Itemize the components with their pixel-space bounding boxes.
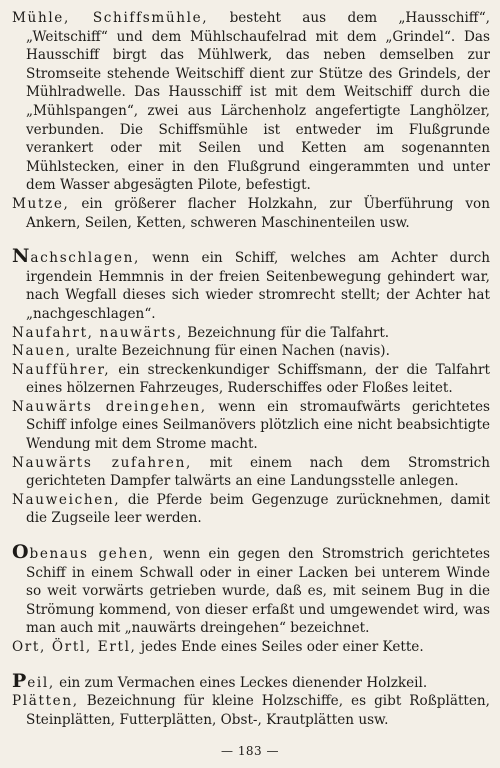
entry-ort [12,638,490,657]
entry-term: Mutze, [12,195,70,212]
entry-mutze [12,195,490,232]
entry-term: achschlagen, [30,250,141,267]
entry-term: eil, [27,674,55,691]
entry-term: Ort, Örtl, Ertl, [12,639,137,655]
entry-text: mit einem nach dem Stromstrich gerichteten Dampfer talwärts an eine Landungsstelle anlegen. [26,454,490,490]
entry-text: ein größerer flacher Holzkahn, zur Überführung von Ankern, Seilen, Ketten, schweren Maschinenteilen usw. [26,195,490,231]
entry-text: wenn ein gegen den Stromstrich gerichtetes Schiff in einem Schwall oder in einer Lacken bei unterem Winde so weit vorwärts getrieben wurde, daß es, mit seinem Bug in die Strömung kommend, von dieser erfaßt und umgewendet wird, was man auch mit „nauwärts dreingehen“ bezeichnet. [26,546,490,637]
entry-muehle [12,9,490,195]
entry-nachschlagen [12,247,490,323]
section-spacer [12,657,490,672]
entry-term: benaus gehen, [29,546,155,563]
entry-peil [12,669,490,693]
section-spacer [12,528,490,543]
entry-text: jedes Ende eines Seiles oder einer Kette. [136,639,424,655]
entry-text: wenn ein stromaufwärts gerichtetes Schiff infolge eines Seilmanövers plötzlich eine nicht beabsichtigte Wendung mit dem Strome macht. [26,398,490,453]
entry-term: Mühle, Schiffsmühle, [12,10,209,26]
dictionary-page [12,9,490,729]
section-initial: O [12,541,30,564]
entry-nauweichen [12,491,490,528]
section-initial: N [12,245,31,268]
entry-naufahrt [12,324,490,343]
entry-term: Nauwärts dreingehen, [12,398,207,415]
entry-text: uralte Bezeichnung für einen Nachen (navis). [71,343,390,360]
section-initial: P [12,669,28,692]
entry-text: Bezeichnung für die Talfahrt. [182,324,390,341]
section-spacer [12,232,490,247]
entry-text: besteht aus dem „Hausschiff“, „Weitschiff“ und dem Mühlschaufelrad mit dem „Grindel“. Das Hausschiff birgt das Mühlwerk, das neben demselben zur Stromseite stehende Weitschiff dient zur Stütze des Grindels, der Mühlradwelle. Das Hausschiff ist mit dem Weitschiff durch die „Mühlspangen“, zwei aus Lärchenholz angefertigte Langhölzer, verbunden. Die Schiffsmühle ist entweder im Flußgrunde verankert oder mit Seilen und Ketten am sogenannten Mühlstecken, einer in den Flußgrund eingerammten und unter dem Wasser abgesägten Pilote, befestigt. [26,10,490,194]
entry-nauen [12,342,490,361]
entry-naufuehrer [12,361,490,398]
entry-text: ein streckenkundiger Schiffsmann, der die Talfahrt eines hölzernen Fahrzeuges, Ruderschiffes oder Floßes leitet. [26,361,490,397]
entry-term: Naufahrt, nauwärts, [12,324,183,341]
entry-obenaus-gehen [12,543,490,638]
page-number: — 183 — [221,744,279,758]
entry-text: die Pferde beim Gegenzuge zurücknehmen, damit die Zugseile leer werden. [26,491,490,527]
entry-plaetten [12,692,490,729]
entry-term: Naufführer, [12,361,111,378]
entry-text: Bezeichnung für kleine Holzschiffe, es gibt Roßplätten, Steinplätten, Futterplätten, Obst-, Krautplätten usw. [26,693,490,728]
entry-nauwaerts-zufahren [12,454,490,491]
entry-text: ein zum Vermachen eines Leckes dienender Holzkeil. [54,674,428,691]
entry-nauwaerts-dreingehen [12,398,490,454]
entry-term: Nauen, [12,343,72,360]
entry-term: Nauwärts zufahren, [12,454,192,471]
entry-term: Nauweichen, [12,491,121,508]
entry-text: wenn ein Schiff, welches am Achter durch irgendein Hemmnis in der freien Seitenbewegung gehindert war, nach Wegfall dieses sich wieder stromrecht stellt; der Achter hat „nachgeschlagen“. [26,250,490,322]
entry-term: Plätten, [12,693,79,710]
